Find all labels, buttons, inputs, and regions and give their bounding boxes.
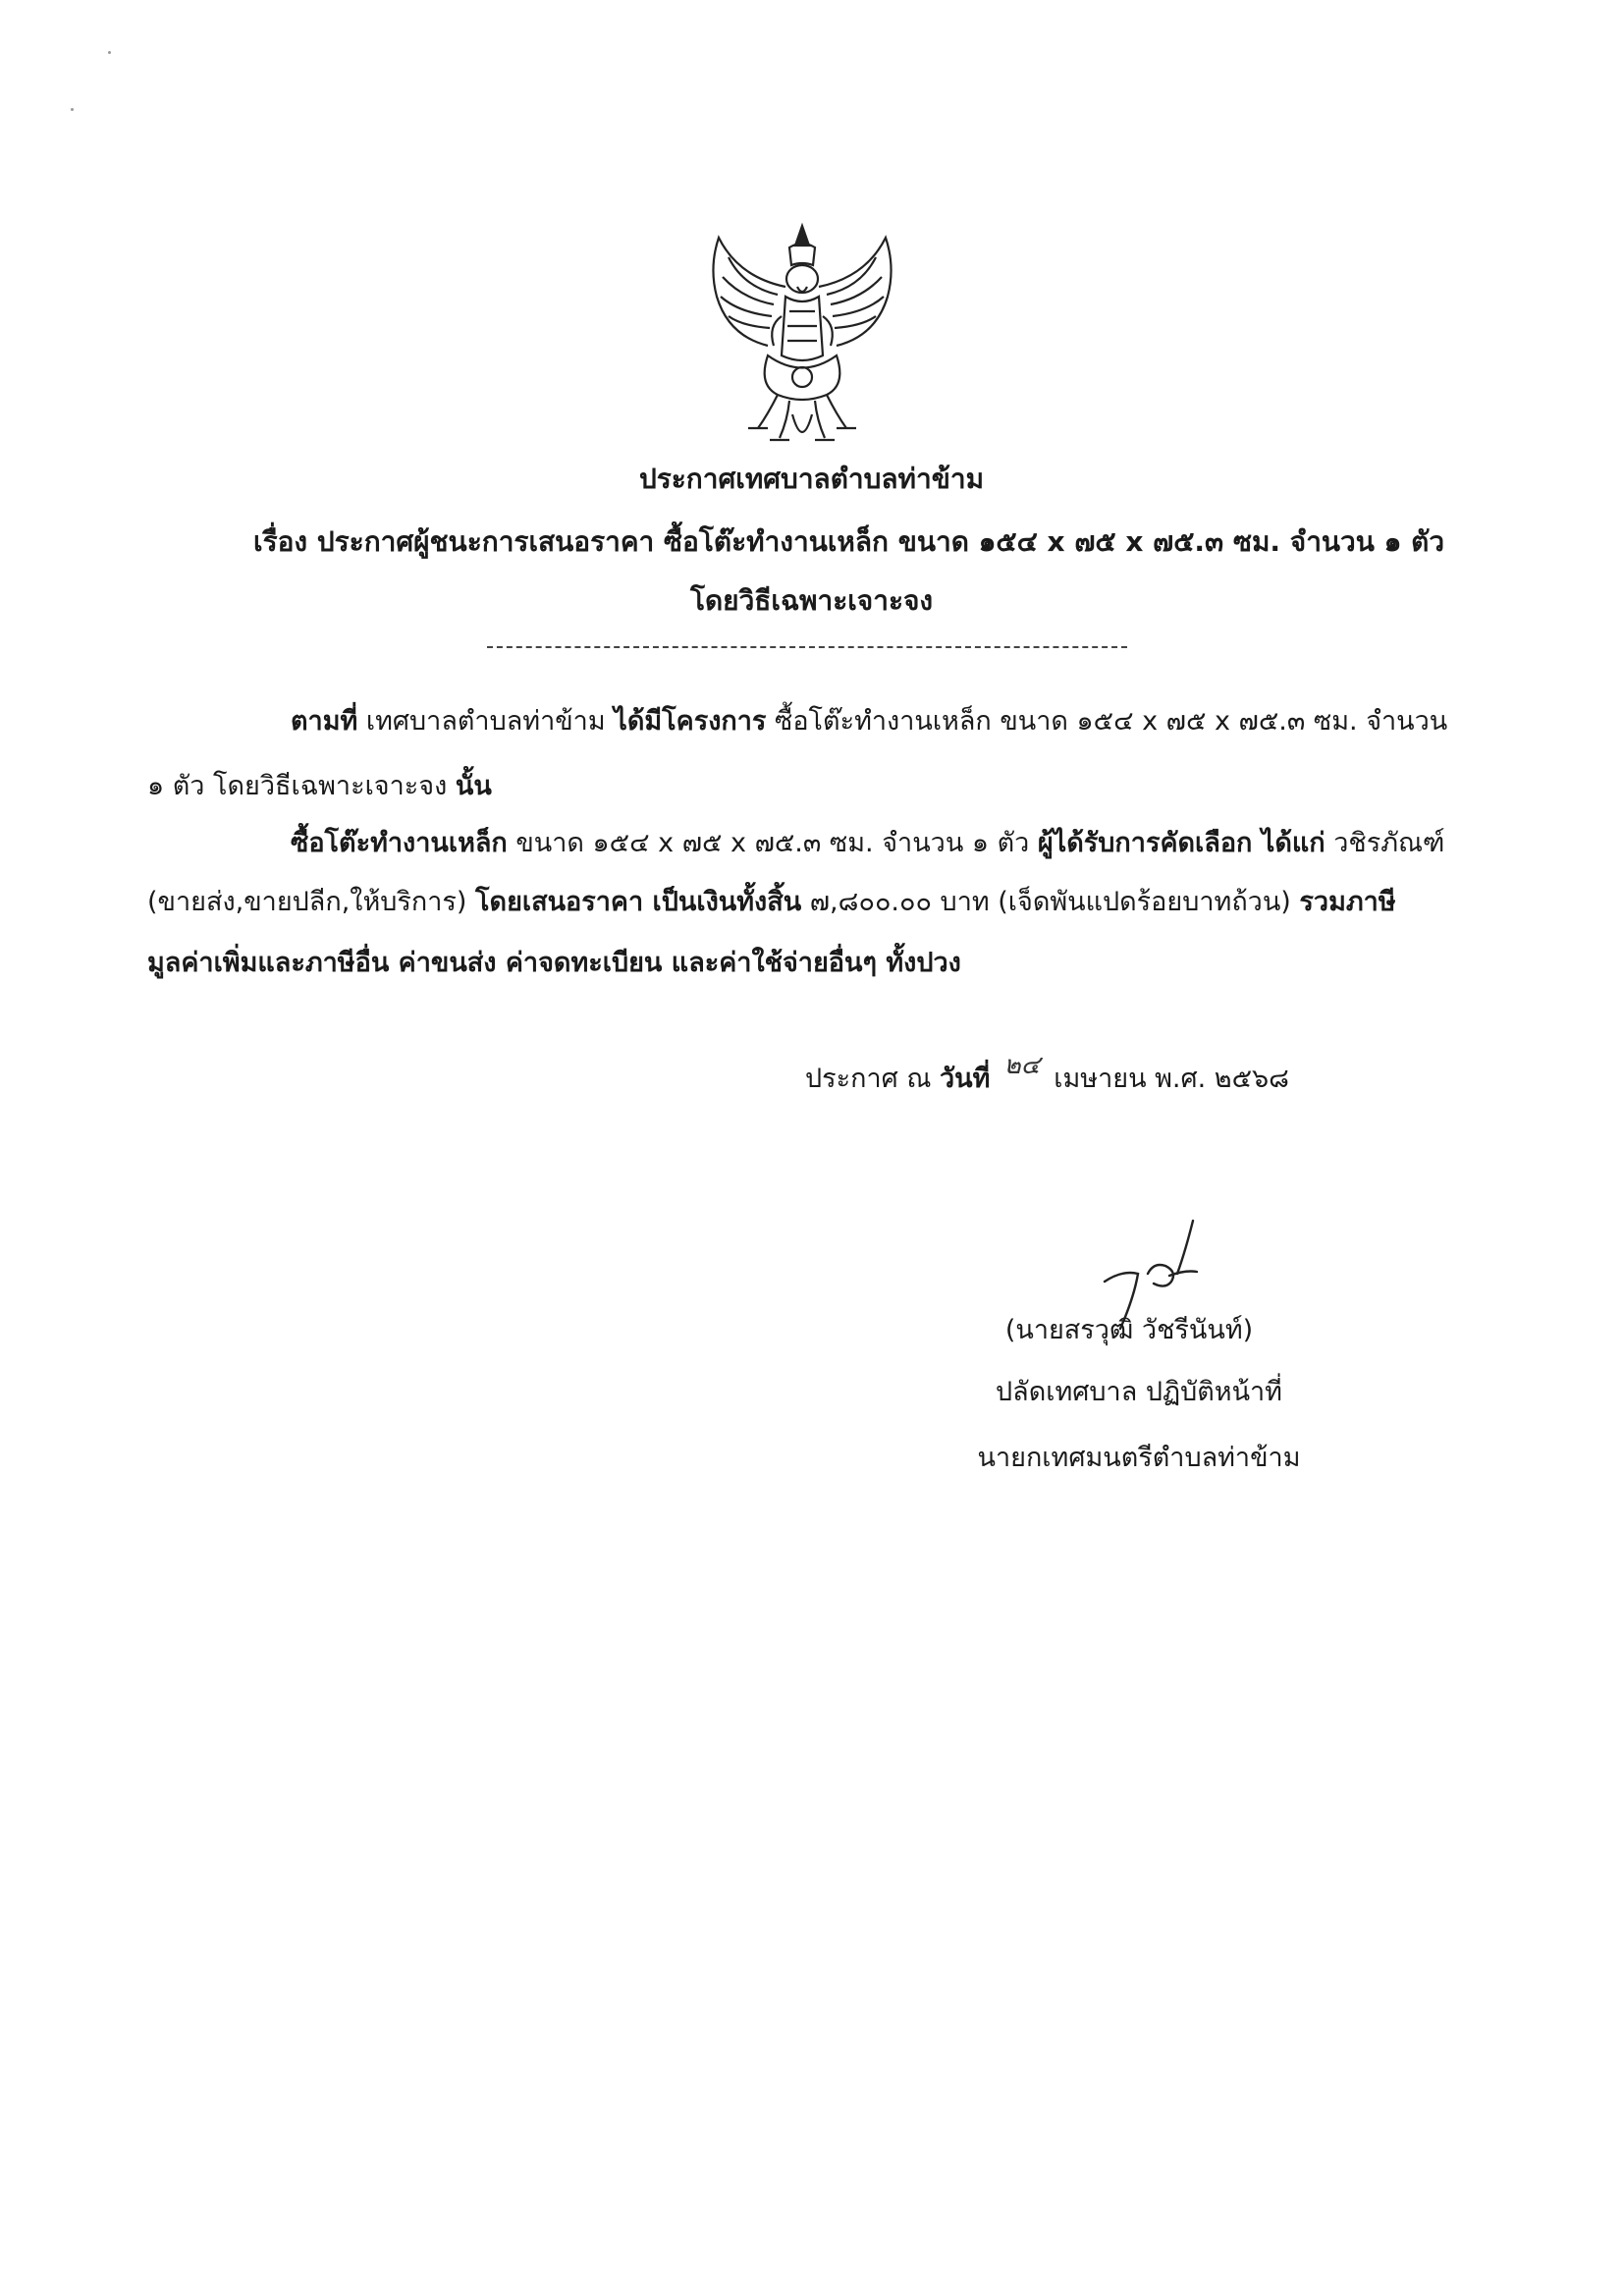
date-prefix: ประกาศ ณ <box>805 1064 941 1094</box>
document-title: ประกาศเทศบาลตำบลท่าข้าม <box>638 463 985 495</box>
p1-text-a: เทศบาลตำบลท่าข้าม <box>357 706 615 737</box>
scan-speck <box>108 51 111 54</box>
p1-text-c: ซื้อโต๊ะทำงานเหล็ก ขนาด ๑๕๔ x ๗๕ x ๗๕.๓ ซม. จำนวน <box>766 706 1448 737</box>
scan-speck <box>71 108 74 111</box>
p1-line2-a: ๑ ตัว โดยวิธีเฉพาะเจาะจง <box>147 771 456 801</box>
signer-position-line2: นายกเทศมนตรีตำบลท่าข้าม <box>977 1443 1301 1473</box>
divider-line <box>487 646 1127 648</box>
date-day-handwritten: ๒๔ <box>1003 1051 1041 1080</box>
date-day-label: วันที่ <box>940 1064 991 1094</box>
p2-text-b: ขนาด ๑๕๔ x ๗๕ x ๗๕.๓ ซม. จำนวน ๑ ตัว <box>507 828 1038 858</box>
signer-name: (นายสรวุฒิ วัชรีนันท์) <box>1004 1315 1254 1345</box>
garuda-emblem-icon <box>699 218 905 454</box>
paragraph-1-line-2 <box>147 764 492 806</box>
p1-line2-b: นั้น <box>455 771 492 801</box>
p2-line2-d: รวมภาษี <box>1299 887 1396 917</box>
p2-line2-a: (ขายส่ง,ขายปลีก,ให้บริการ) <box>147 887 476 917</box>
signer-position-line1: ปลัดเทศบาล ปฏิบัติหน้าที่ <box>996 1377 1282 1407</box>
paragraph-2-line-1 <box>291 821 1444 863</box>
p1-lead: ตามที่ <box>291 706 358 737</box>
p2-text-c: ผู้ได้รับการคัดเลือก ได้แก่ <box>1037 828 1325 858</box>
p2-text-a: ซื้อโต๊ะทำงานเหล็ก <box>291 828 508 858</box>
p1-text-b: ได้มีโครงการ <box>614 706 767 737</box>
date-month-year: เมษายน พ.ศ. ๒๕๖๘ <box>1054 1064 1289 1094</box>
paragraph-2-line-2 <box>147 880 1396 922</box>
document-subject-line1: เรื่อง ประกาศผู้ชนะการเสนอราคา ซื้อโต๊ะทำงานเหล็ก ขนาด ๑๕๔ x ๗๕ x ๗๕.๓ ซม. จำนวน ๑ ตัว <box>253 525 1445 558</box>
p2-line2-c: ๗,๘๐๐.๐๐ บาท (เจ็ดพันแปดร้อยบาทถ้วน) <box>801 887 1300 917</box>
announcement-date <box>805 1051 1289 1099</box>
paragraph-2-line-3: มูลค่าเพิ่มและภาษีอื่น ค่าขนส่ง ค่าจดทะเบียน และค่าใช้จ่ายอื่นๆ ทั้งปวง <box>147 948 961 978</box>
p2-text-d: วชิรภัณฑ์ <box>1325 828 1445 858</box>
document-subject-line2: โดยวิธีเฉพาะเจาะจง <box>689 584 934 617</box>
paragraph-1-line-1 <box>291 699 1447 741</box>
p2-line2-b: โดยเสนอราคา เป็นเงินทั้งสิ้น <box>475 887 802 917</box>
